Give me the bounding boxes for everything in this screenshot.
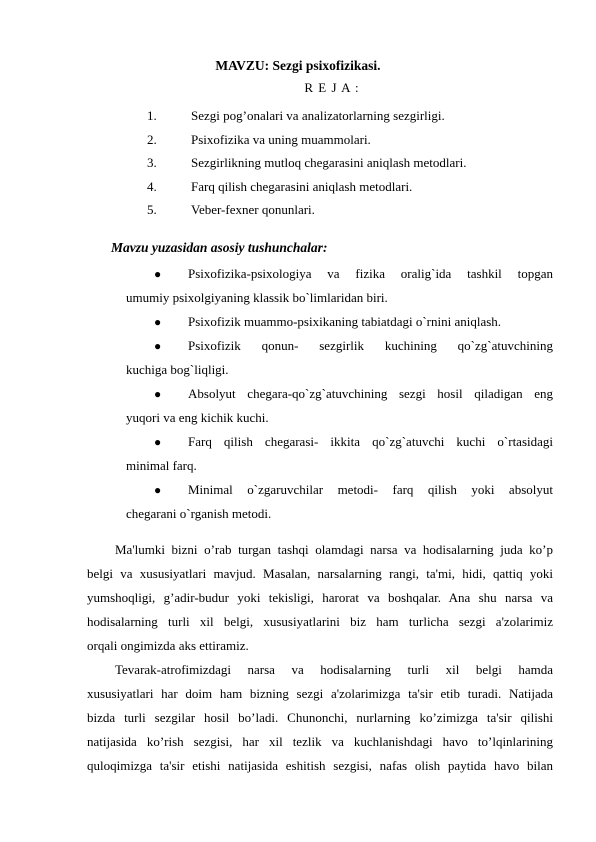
bullet-icon: ● <box>154 339 162 353</box>
plan-item-number: 1. <box>147 108 157 123</box>
bullet-icon: ● <box>154 267 162 281</box>
concept-item <box>126 430 553 478</box>
paragraph <box>87 658 553 778</box>
plan-item-number: 4. <box>147 178 157 194</box>
concept-text-line1: Psixofizika-psixologiya va fizika oralig`ida tashkil topgan <box>188 266 553 281</box>
paragraph-line: orqali ongimizda aks ettiramiz. <box>87 638 249 653</box>
plan-item-text: Farq qilish chegarasini aniqlash metodlari. <box>191 178 413 194</box>
plan-list <box>147 104 466 222</box>
bullet-icon: ● <box>154 315 162 329</box>
plan-heading: R E J A : <box>304 80 360 95</box>
plan-item <box>147 198 466 222</box>
concept-text-line2: yuqori va eng kichik kuchi. <box>126 410 269 425</box>
concept-item <box>126 262 553 310</box>
paragraph-line: bizda turli sezgilar hosil bo’ladi. Chunonchi, nurlarning ko’zimizga ta'sir qilishi <box>87 710 553 725</box>
paragraph-line: quloqimizga ta'sir etishi natijasida eshitish sezgisi, nafas olish paytida havo bilan <box>87 758 553 773</box>
plan-item-number: 3. <box>147 155 157 170</box>
plan-item <box>147 128 466 152</box>
bullet-icon: ● <box>154 483 162 497</box>
paragraph <box>87 538 553 658</box>
concepts-heading: Mavzu yuzasidan asosiy tushunchalar: <box>111 240 328 255</box>
bullet-icon: ● <box>154 387 162 401</box>
concepts-list <box>0 262 596 526</box>
concept-item <box>126 478 553 526</box>
paragraph-line: natijasida ko’rish sezgisi, har xil tezlik va kuchlanishdagi havo to’lqinlarining <box>87 734 553 749</box>
concept-text-line2: minimal farq. <box>126 458 197 473</box>
paragraph-line: hodisalarning turli xil belgi, xususiyatlarini biz ham turlicha sezgi a'zolarimiz <box>87 614 553 629</box>
paragraph-line: yumshoqligi, g’adir-budur yoki tekisligi, harorat va boshqalar. Ana shu narsa va <box>87 590 553 605</box>
concept-text-line1: Absolyut chegara-qo`zg`atuvchining sezgi hosil qiladigan eng <box>188 386 553 401</box>
paragraph-line: belgi va xususiyatlari mavjud. Masalan, narsalarning rangi, ta'mi, hidi, qattiq yoki <box>87 566 553 581</box>
concept-text-line1: Psixofizik qonun- sezgirlik kuchining qo`zg`atuvchining <box>188 338 553 353</box>
plan-item <box>147 151 466 175</box>
plan-item-number: 5. <box>147 202 157 217</box>
concept-item <box>126 382 553 430</box>
plan-item-text: Psixofizika va uning muammolari. <box>191 131 371 147</box>
concept-item <box>126 334 553 382</box>
plan-item-text: Veber-fexner qonunlari. <box>191 202 315 217</box>
concept-text-line2: umumiy psixolgiyaning klassik bo`limlaridan biri. <box>126 290 388 305</box>
concept-text-line1: Psixofizik muammo-psixikaning tabiatdagi o`rnini aniqlash. <box>188 314 502 329</box>
plan-item-text: Sezgirlikning mutloq chegarasini aniqlash metodlari. <box>191 155 467 170</box>
paragraph-line: Ma'lumki bizni o’rab turgan tashqi olamdagi narsa va hodisalarning juda ko’p <box>115 542 553 557</box>
plan-item <box>147 104 466 128</box>
concept-text-line2: chegarani o`rganish metodi. <box>126 506 272 521</box>
concept-item <box>126 310 553 334</box>
page-title: MAVZU: Sezgi psixofizikasi. <box>215 58 381 73</box>
concept-text-line2: kuchiga bog`liqligi. <box>126 362 229 377</box>
concept-text-line1: Farq qilish chegarasi- ikkita qo`zg`atuvchi kuchi o`rtasidagi <box>188 434 553 449</box>
concept-text-line1: Minimal o`zgaruvchilar metodi- farq qilish yoki absolyut <box>188 482 553 497</box>
plan-item-number: 2. <box>147 131 157 147</box>
plan-item-text: Sezgi pog’onalari va analizatorlarning sezgirligi. <box>191 108 445 123</box>
plan-item <box>147 175 466 199</box>
paragraph-line: xususiyatlari har doim ham bizning sezgi a'zolarimizga ta'sir etib turadi. Natijada <box>87 686 553 701</box>
paragraph-line: Tevarak-atrofimizdagi narsa va hodisalarning turli xil belgi hamda <box>115 662 553 677</box>
bullet-icon: ● <box>154 435 162 449</box>
